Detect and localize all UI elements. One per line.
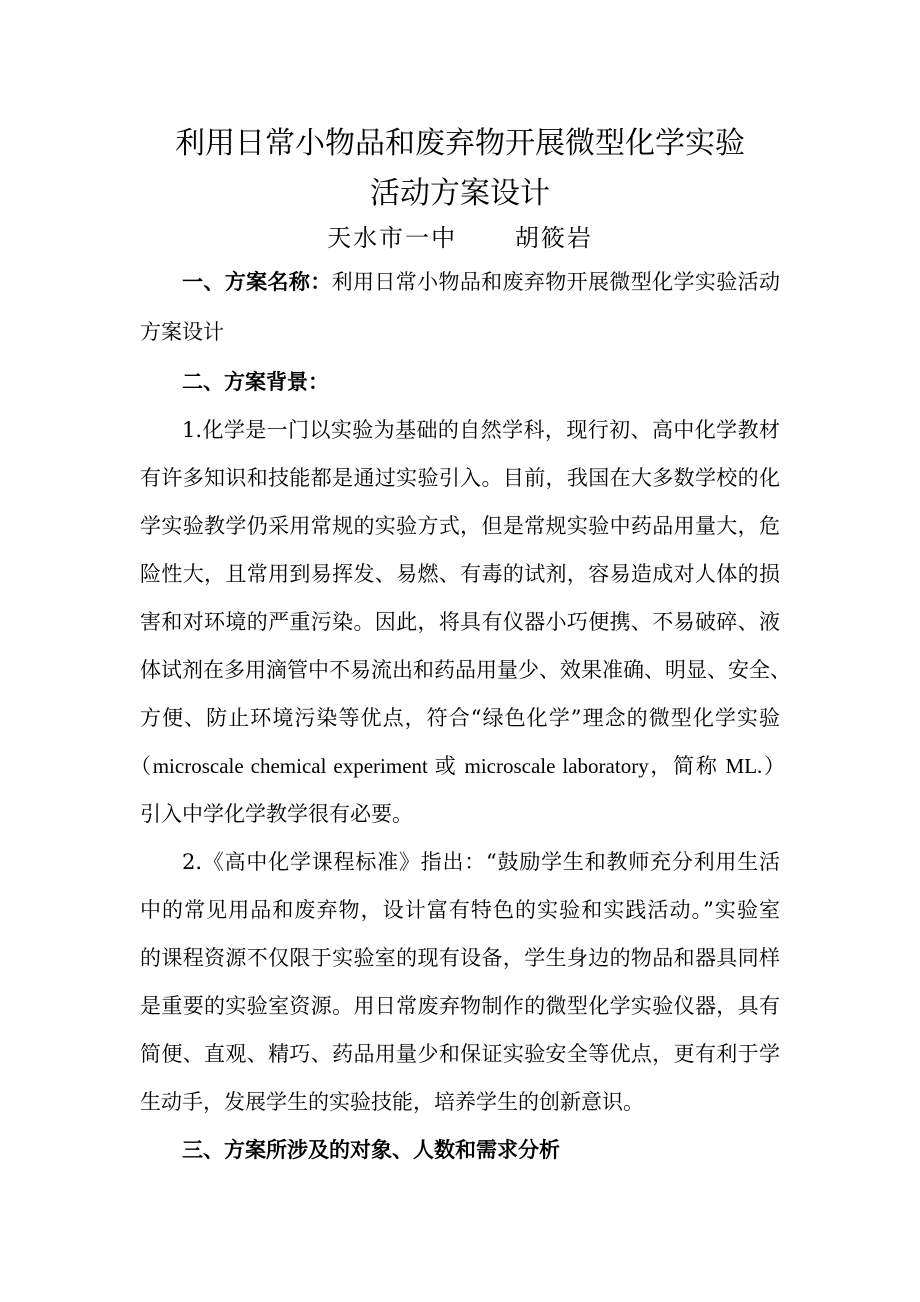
paragraph-line: 生动手，发展学生的实验技能，培养学生的创新意识。 bbox=[140, 1090, 644, 1114]
section-1-line-2: 方案设计 bbox=[140, 320, 224, 344]
author-line: 天水市一中 胡筱岩 bbox=[327, 224, 593, 252]
paragraph-line: 1.化学是一门以实验为基础的自然学科，现行初、高中化学教材 bbox=[182, 418, 780, 442]
paragraph-line: 体试剂在多用滴管中不易流出和药品用量少、效果准确、明显、安全、 bbox=[140, 658, 791, 682]
document-title-line-1: 利用日常小物品和废弃物开展微型化学实验 bbox=[175, 126, 745, 161]
paragraph-line: 引入中学化学教学很有必要。 bbox=[140, 802, 413, 826]
paragraph-line: 简便、直观、精巧、药品用量少和保证实验安全等优点，更有利于学 bbox=[140, 1042, 780, 1066]
paragraph-line: （microscale chemical experiment 或 microscale laboratory，简称 ML.） bbox=[130, 754, 785, 778]
paragraph-line: 2.《高中化学课程标准》指出：“鼓励学生和教师充分利用生活 bbox=[182, 850, 780, 874]
section-1-heading: 一、方案名称： bbox=[182, 270, 332, 294]
paragraph-line: 害和对环境的严重污染。因此，将具有仪器小巧便携、不易破碎、液 bbox=[140, 610, 780, 634]
section-1-line-1 bbox=[182, 266, 780, 296]
paragraph-line: 的课程资源不仅限于实验室的现有设备，学生身边的物品和器具同样 bbox=[140, 946, 780, 970]
section-1-text: 利用日常小物品和废弃物开展微型化学实验活动 bbox=[331, 270, 780, 294]
document-title-line-2: 活动方案设计 bbox=[370, 176, 550, 211]
paragraph-line: 方便、防止环境污染等优点，符合“绿色化学”理念的微型化学实验 bbox=[140, 706, 780, 730]
section-2-heading: 二、方案背景： bbox=[182, 370, 329, 394]
paragraph-line: 是重要的实验室资源。用日常废弃物制作的微型化学实验仪器，具有 bbox=[140, 994, 780, 1018]
paragraph-line: 险性大，且常用到易挥发、易燃、有毒的试剂，容易造成对人体的损 bbox=[140, 562, 780, 586]
paragraph-line: 中的常见用品和废弃物，设计富有特色的实验和实践活动。”实验室 bbox=[140, 898, 780, 922]
paragraph-line: 有许多知识和技能都是通过实验引入。目前，我国在大多数学校的化 bbox=[140, 466, 780, 490]
section-3-heading: 三、方案所涉及的对象、人数和需求分析 bbox=[182, 1138, 560, 1162]
paragraph-line: 学实验教学仍采用常规的实验方式，但是常规实验中药品用量大，危 bbox=[140, 514, 780, 538]
